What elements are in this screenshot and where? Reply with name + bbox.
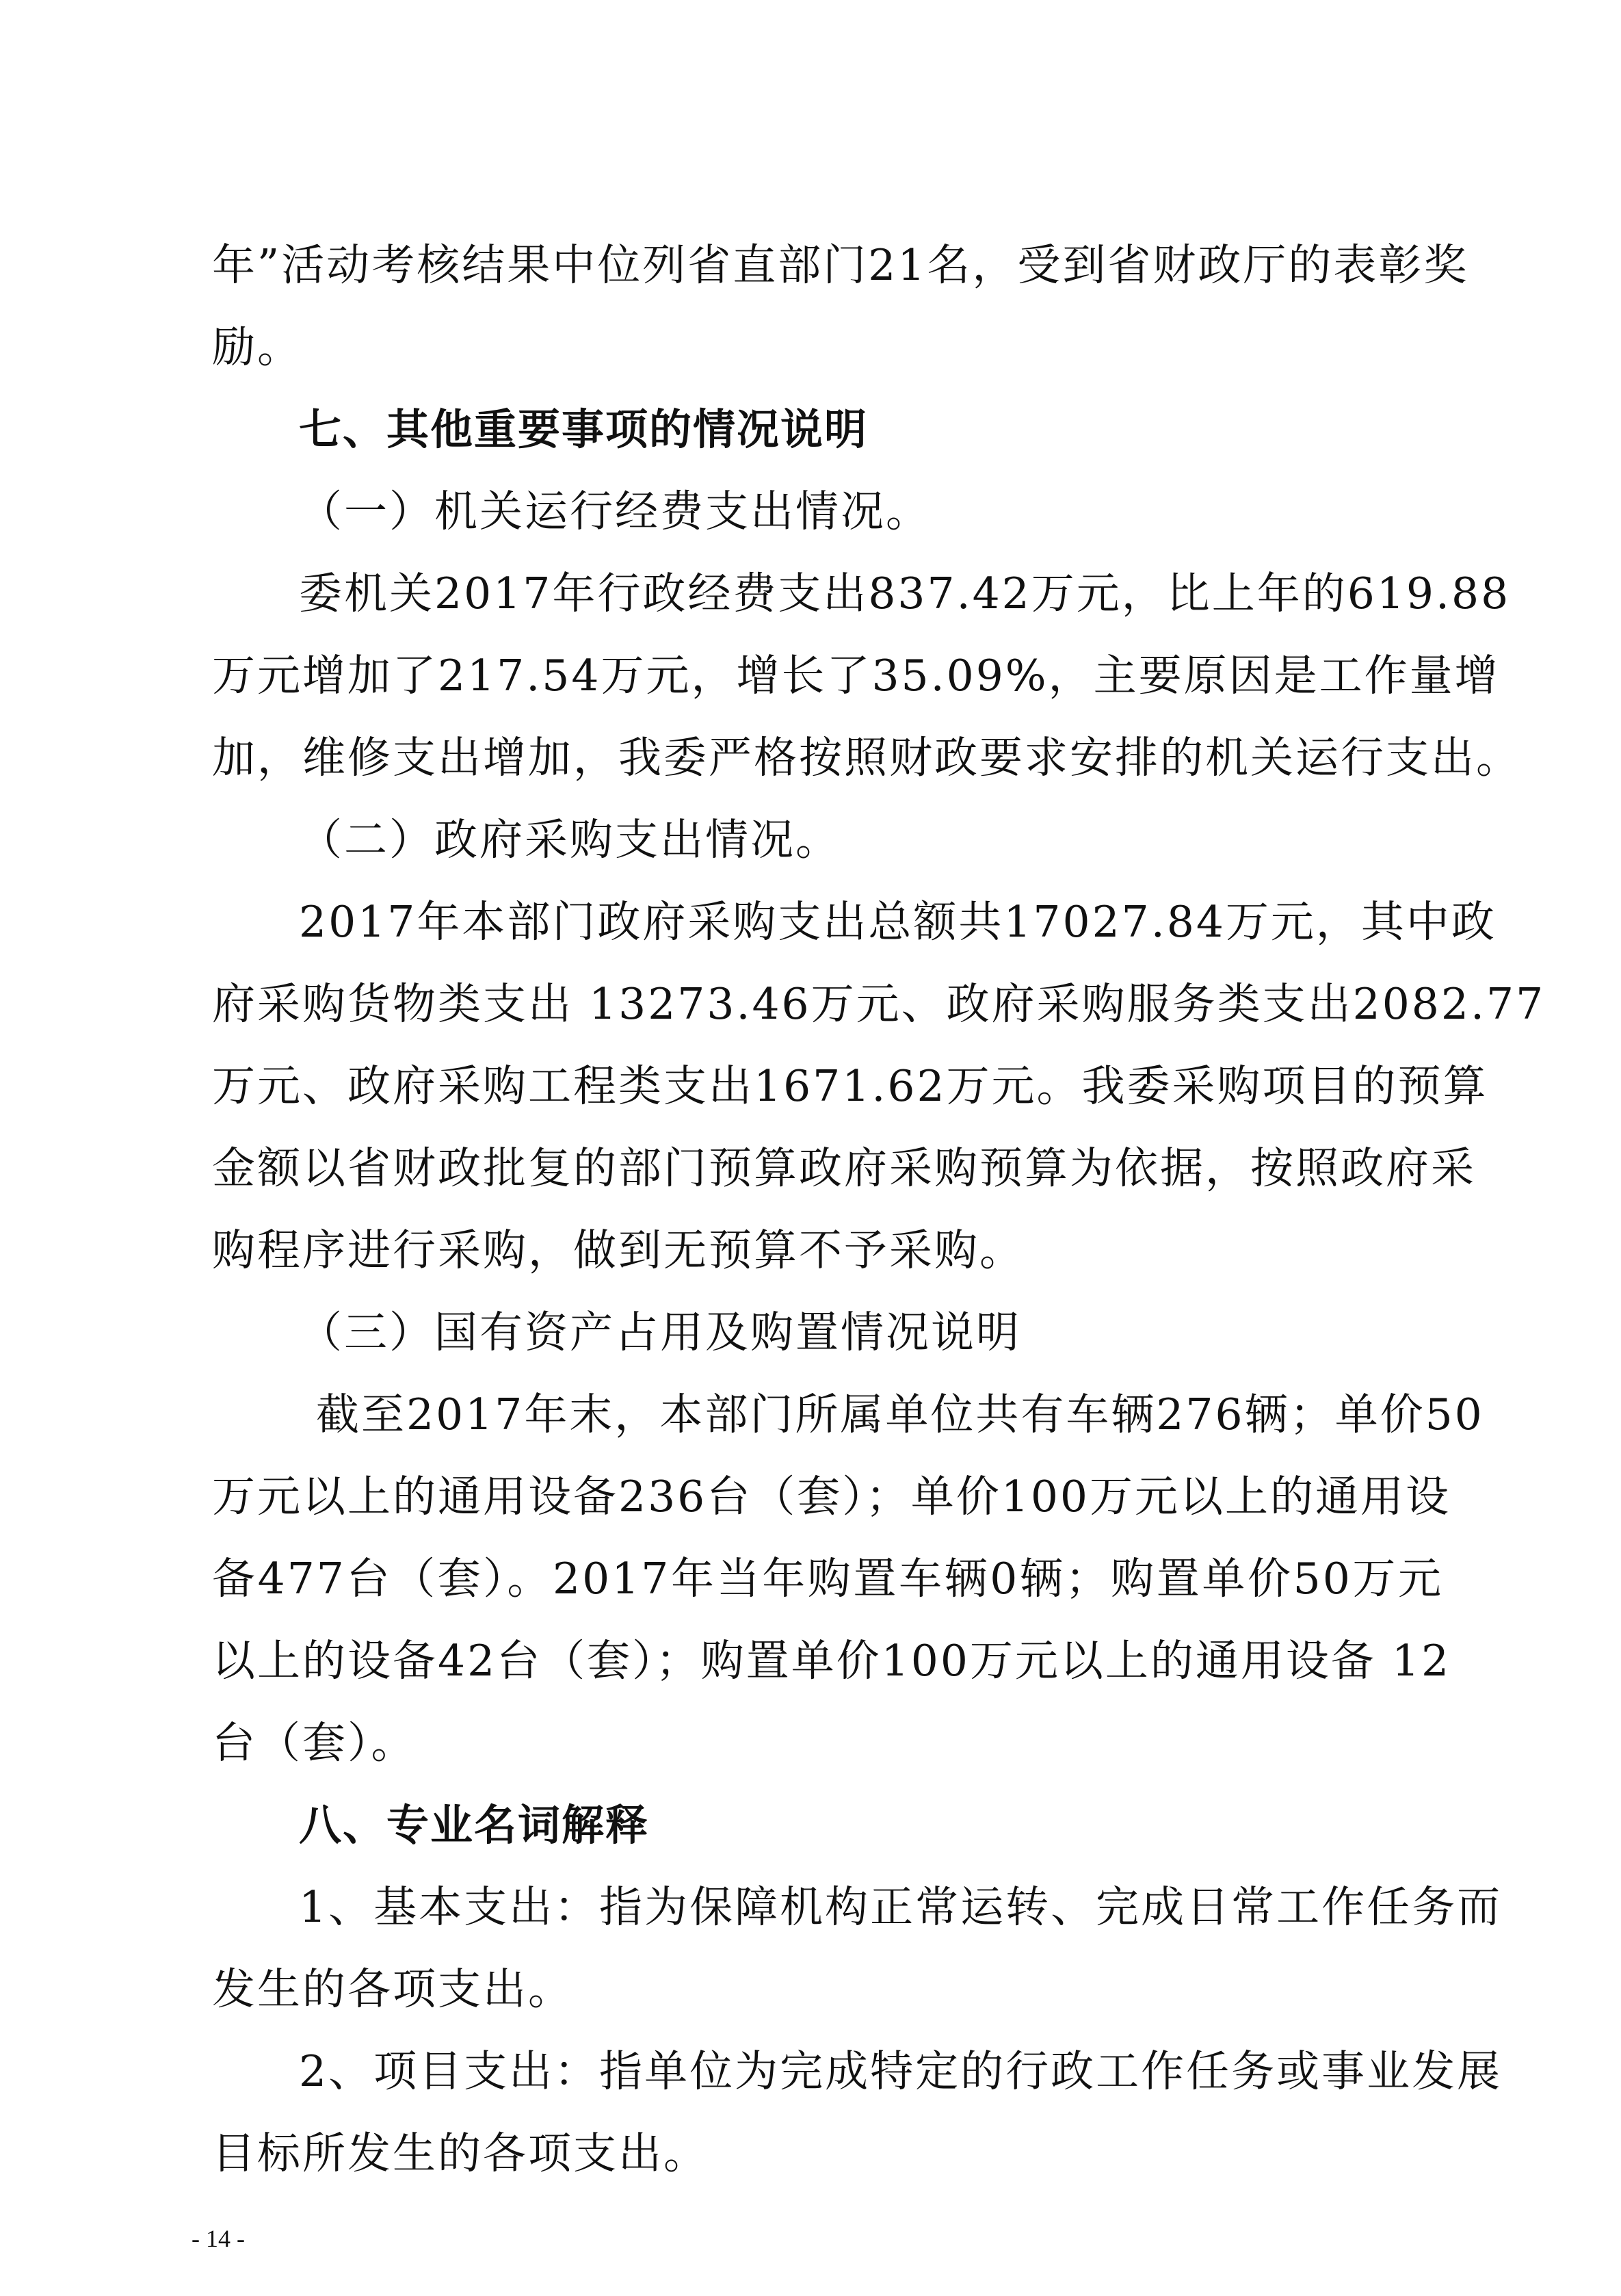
paragraph-line: 万元、政府采购工程类支出1671.62万元。我委采购项目的预算 — [212, 1061, 1488, 1111]
paragraph-line: 备477台（套）。2017年当年购置车辆0辆；购置单价50万元 — [212, 1554, 1443, 1604]
paragraph-line: 2017年本部门政府采购支出总额共17027.84万元，其中政 — [299, 897, 1497, 947]
paragraph-line: 励。 — [212, 322, 302, 372]
paragraph-line: 发生的各项支出。 — [212, 1964, 573, 2014]
subsection-heading: （一）机关运行经费支出情况。 — [299, 486, 931, 536]
paragraph-line: 万元以上的通用设备236台（套）；单价100万元以上的通用设 — [212, 1472, 1451, 1522]
paragraph-line: 府采购货物类支出 13273.46万元、政府采购服务类支出2082.77 — [212, 979, 1546, 1029]
paragraph-line: 截至2017年末，本部门所属单位共有车辆276辆；单价50 — [316, 1390, 1484, 1439]
paragraph-line: 万元增加了217.54万元，增长了35.09%，主要原因是工作量增 — [212, 651, 1500, 701]
section-heading: 七、其他重要事项的情况说明 — [299, 404, 869, 454]
paragraph-line: 年”活动考核结果中位列省直部门21名，受到省财政厅的表彰奖 — [212, 240, 1469, 290]
paragraph-line: 以上的设备42台（套）；购置单价100万元以上的通用设备 12 — [212, 1636, 1451, 1686]
paragraph-line: 2、项目支出：指单位为完成特定的行政工作任务或事业发展 — [299, 2046, 1503, 2096]
paragraph-line: 台（套）。 — [212, 1718, 417, 1768]
paragraph-line: 目标所发生的各项支出。 — [212, 2128, 709, 2178]
paragraph-line: 金额以省财政批复的部门预算政府采购预算为依据，按照政府采 — [212, 1143, 1476, 1193]
subsection-heading: （二）政府采购支出情况。 — [299, 815, 841, 865]
subsection-heading: （三）国有资产占用及购置情况说明 — [299, 1307, 1021, 1357]
page-number: - 14 - — [192, 2225, 245, 2252]
paragraph-line: 加，维修支出增加，我委严格按照财政要求安排的机关运行支出。 — [212, 733, 1521, 783]
section-heading: 八、专业名词解释 — [299, 1800, 650, 1850]
paragraph-line: 1、基本支出：指为保障机构正常运转、完成日常工作任务而 — [299, 1882, 1503, 1932]
paragraph-line: 购程序进行采购，做到无预算不予采购。 — [212, 1225, 1025, 1275]
paragraph-line: 委机关2017年行政经费支出837.42万元，比上年的619.88 — [299, 569, 1511, 618]
